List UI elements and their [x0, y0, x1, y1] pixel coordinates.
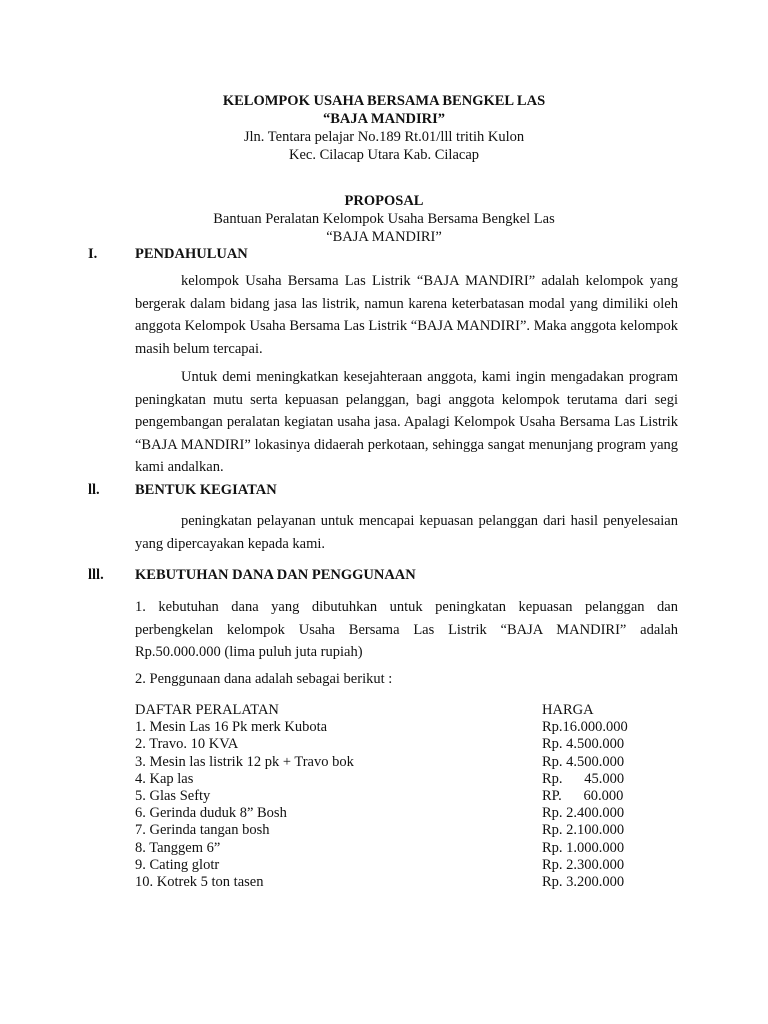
table-row — [135, 857, 635, 874]
subtitle-line-1: Bantuan Peralatan Kelompok Usaha Bersama Bengkel Las — [213, 211, 555, 227]
equipment-item: 8. Tanggem 6” — [135, 839, 221, 856]
equipment-price: Rp. 2.300.000 — [542, 856, 625, 873]
table-row — [135, 771, 635, 788]
subtitle-line-2: “BAJA MANDIRI” — [326, 229, 442, 245]
section-number: lll. — [88, 567, 104, 583]
equipment-price: Rp. 4.500.000 — [542, 736, 625, 753]
address-line-1: Jln. Tentara pelajar No.189 Rt.01/lll tritih Kulon — [243, 129, 525, 145]
section-title: PENDAHULUAN — [135, 246, 248, 262]
section-number: I. — [88, 246, 98, 262]
equipment-item: 6. Gerinda duduk 8” Bosh — [135, 805, 287, 822]
table-row — [135, 754, 635, 771]
table-row — [135, 719, 635, 736]
equipment-price: Rp. 45.000 — [542, 770, 625, 787]
doc-type: PROPOSAL — [344, 193, 424, 209]
section-heading-kebutuhan-dana — [88, 566, 416, 584]
equipment-item: 4. Kap las — [135, 770, 194, 787]
column-header-price: HARGA — [542, 702, 594, 718]
section-title: BENTUK KEGIATAN — [135, 482, 277, 498]
table-row — [135, 840, 635, 857]
equipment-price: Rp. 2.400.000 — [542, 805, 625, 822]
column-header-item: DAFTAR PERALATAN — [135, 702, 279, 718]
table-row — [135, 822, 635, 839]
equipment-item: 2. Travo. 10 KVA — [135, 736, 239, 753]
equipment-price: Rp. 1.000.000 — [542, 839, 625, 856]
section-heading-pendahuluan — [88, 245, 248, 263]
equipment-price: Rp.16.000.000 — [542, 719, 628, 736]
equipment-item: 7. Gerinda tangan bosh — [135, 822, 270, 839]
equipment-price: Rp. 4.500.000 — [542, 753, 625, 770]
section-number: ll. — [88, 482, 100, 498]
letterhead — [0, 92, 768, 164]
paragraph: 1. kebutuhan dana yang dibutuhkan untuk peningkatan kepuasan pelanggan dan perbengkelan kelompok Usaha Bersama Las Listrik “BAJA MANDIRI” adalah Rp.50.000.000 (lima puluh juta rupiah) — [135, 599, 678, 660]
table-row — [135, 788, 635, 805]
equipment-table — [135, 702, 635, 891]
equipment-item: 10. Kotrek 5 ton tasen — [135, 874, 264, 891]
section-heading-bentuk-kegiatan — [88, 481, 277, 499]
equipment-item: 5. Glas Sefty — [135, 788, 211, 805]
equipment-item: 3. Mesin las listrik 12 pk + Travo bok — [135, 753, 354, 770]
org-name: KELOMPOK USAHA BERSAMA BENGKEL LAS — [222, 93, 546, 109]
equipment-price: Rp. 3.200.000 — [542, 874, 625, 891]
table-row — [135, 874, 635, 891]
paragraph: 2. Penggunaan dana adalah sebagai berikut : — [135, 671, 393, 687]
table-header-row — [135, 702, 635, 719]
table-row — [135, 736, 635, 753]
table-row — [135, 805, 635, 822]
paragraph: Untuk demi meningkatkan kesejahteraan anggota, kami ingin mengadakan program peningkatan mutu serta kepuasan pelanggan, bagi anggota kelompok terutama dari segi pengembangan peralatan kegiatan usaha jasa. Apalagi Kelompok Usaha Bersama Las Listrik “BAJA MANDIRI” lokasinya didaerah perkotaan, sehingga sangat menunjang program yang kami andalkan. — [135, 369, 678, 475]
proposal-title-block — [0, 192, 768, 246]
equipment-price: RP. 60.000 — [542, 788, 624, 805]
equipment-item: 9. Cating glotr — [135, 856, 220, 873]
equipment-item: 1. Mesin Las 16 Pk merk Kubota — [135, 719, 328, 736]
paragraph: kelompok Usaha Bersama Las Listrik “BAJA MANDIRI” adalah kelompok yang bergerak dalam bidang jasa las listrik, namun karena keterbatasan modal yang dimiliki oleh anggota Kelompok Usaha Bersama Las Listrik “BAJA MANDIRI”. Maka anggota kelompok masih belum tercapai. — [135, 273, 678, 357]
equipment-price: Rp. 2.100.000 — [542, 822, 625, 839]
paragraph: peningkatan pelayanan untuk mencapai kepuasan pelanggan dari hasil penyelesaian yang dipercayakan kepada kami. — [135, 513, 678, 552]
org-brand: “BAJA MANDIRI” — [322, 111, 446, 127]
section-title: KEBUTUHAN DANA DAN PENGGUNAAN — [135, 567, 416, 583]
address-line-2: Kec. Cilacap Utara Kab. Cilacap — [288, 147, 480, 163]
